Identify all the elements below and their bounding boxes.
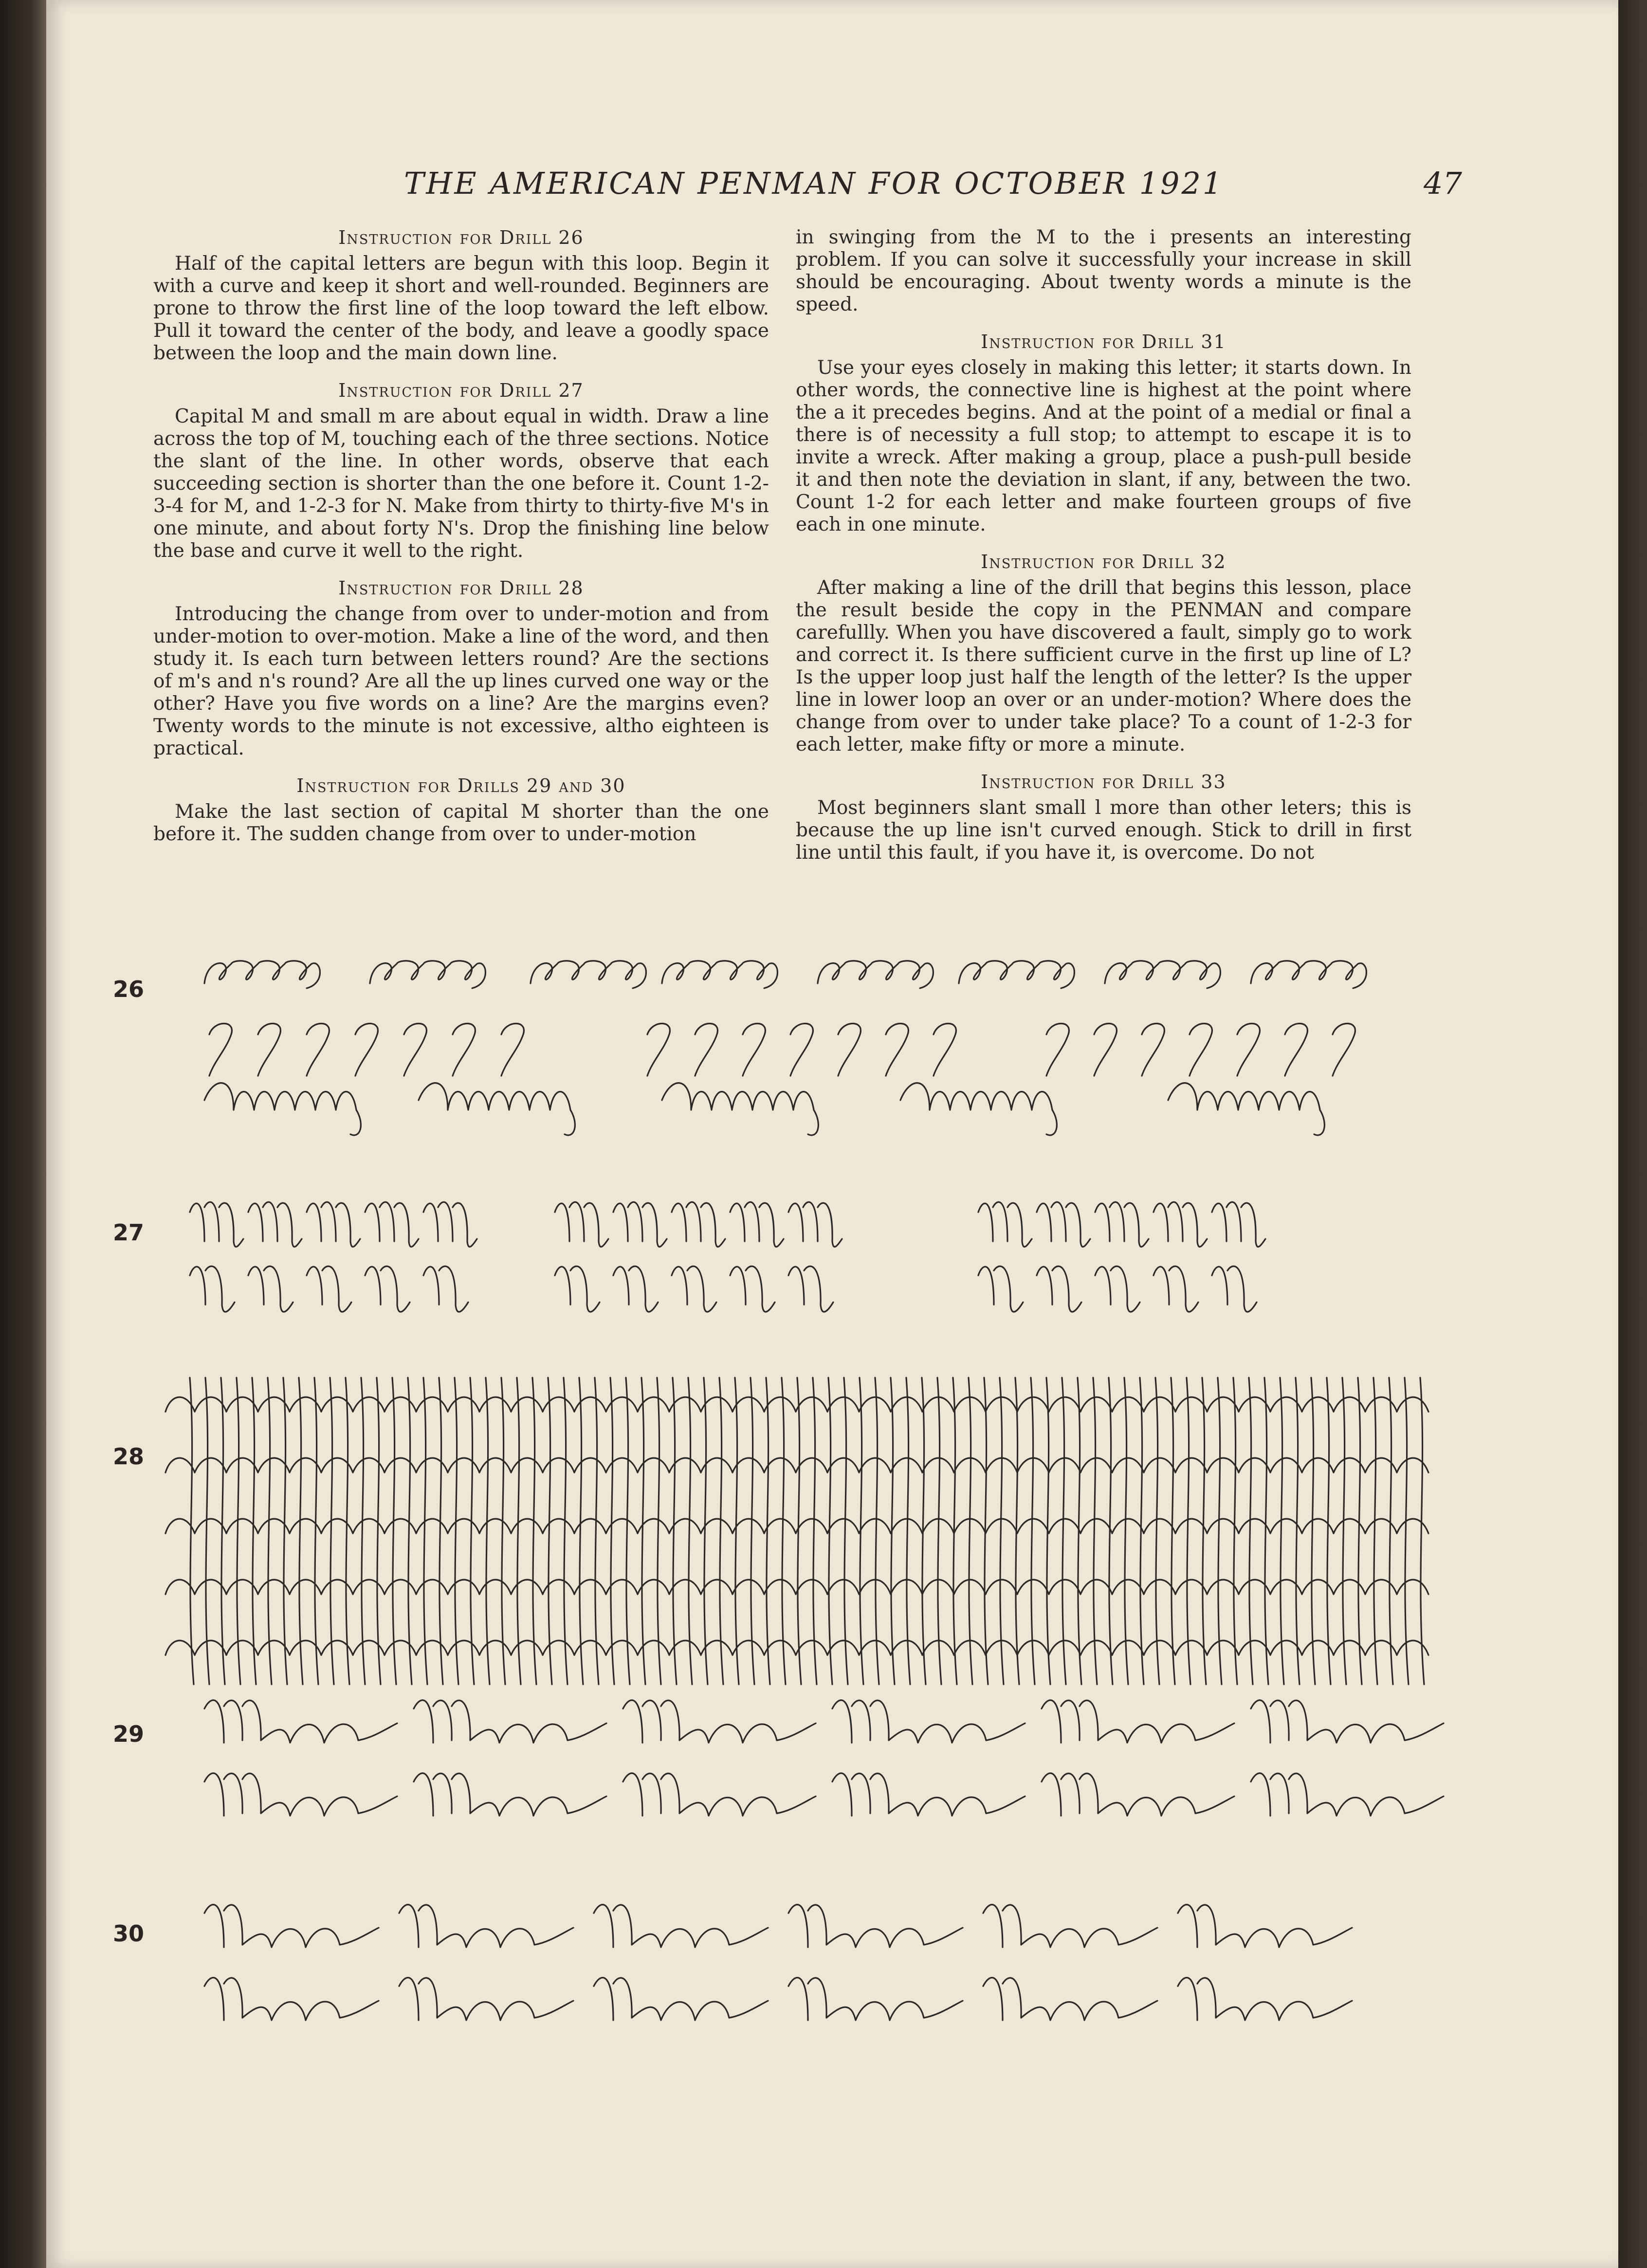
push-pull-stroke xyxy=(548,1378,552,1684)
nine-drill-word xyxy=(788,1905,963,1947)
section-drills-29-30 xyxy=(153,774,769,846)
capital-loop-stroke xyxy=(209,1024,232,1076)
capital-loop-stroke xyxy=(1237,1024,1260,1076)
section-drill-26 xyxy=(153,226,769,365)
nine-drill-word xyxy=(788,1978,963,2020)
nine-drill-word xyxy=(399,1905,573,1947)
capital-n-drill xyxy=(788,1266,833,1312)
section-drill-27 xyxy=(153,379,769,562)
push-pull-stroke xyxy=(937,1378,941,1684)
capital-n-drill xyxy=(672,1266,716,1312)
push-pull-stroke xyxy=(797,1378,801,1684)
mine-drill-word xyxy=(204,1700,397,1743)
section-title: Instruction for Drill 26 xyxy=(338,227,584,248)
capital-loop-stroke xyxy=(790,1024,813,1076)
push-pull-stroke xyxy=(844,1378,848,1684)
unum-drill-line xyxy=(165,1458,1428,1473)
capital-loop-stroke xyxy=(1285,1024,1307,1076)
capital-m-drill xyxy=(190,1202,243,1247)
push-pull-stroke xyxy=(1342,1378,1346,1684)
push-pull-stroke xyxy=(782,1378,786,1684)
capital-n-drill xyxy=(978,1266,1023,1312)
section-drill-32 xyxy=(796,551,1411,756)
nine-drill-word xyxy=(1178,1978,1352,2020)
mmm-drill-word xyxy=(419,1083,575,1135)
section-title: Instruction for Drill 33 xyxy=(981,771,1226,793)
push-pull-stroke xyxy=(813,1378,817,1684)
capital-loop-stroke xyxy=(501,1024,524,1076)
capital-loop-stroke xyxy=(355,1024,378,1076)
push-pull-stroke xyxy=(828,1378,832,1684)
push-pull-stroke xyxy=(750,1378,754,1684)
capital-loop-stroke xyxy=(1190,1024,1212,1076)
push-pull-stroke xyxy=(1280,1378,1284,1684)
push-pull-stroke xyxy=(392,1378,396,1684)
push-pull-stroke xyxy=(564,1378,567,1684)
capital-n-drill xyxy=(613,1266,658,1312)
capital-m-drill xyxy=(248,1202,302,1247)
push-pull-stroke xyxy=(766,1378,770,1684)
mine-drill-word xyxy=(1042,1773,1234,1816)
unum-drill-line xyxy=(165,1641,1428,1655)
loop-drill-group xyxy=(370,961,486,988)
loop-drill-group xyxy=(818,961,933,988)
mine-drill-word xyxy=(832,1700,1025,1743)
section-drill-33 xyxy=(796,771,1411,864)
capital-m-drill xyxy=(672,1202,725,1247)
section-text: Half of the capital letters are begun with this loop. Begin it with a curve and keep it short and well-rounded. Beginners are prone to throw the first line of the loop toward the left elbow. Pull it toward the center of the body, and leave a goodly space between the loop and the main down line. xyxy=(153,253,769,364)
nine-drill-word xyxy=(983,1978,1157,2020)
push-pull-stroke xyxy=(1155,1378,1159,1684)
section-text: Make the last section of capital M shorter than the one before it. The sudden change from over to under-motion xyxy=(153,801,769,845)
push-pull-stroke xyxy=(1093,1378,1097,1684)
capital-n-drill xyxy=(1212,1266,1257,1312)
mine-drill-word xyxy=(204,1773,397,1816)
mine-drill-word xyxy=(623,1700,816,1743)
push-pull-stroke xyxy=(1373,1378,1377,1684)
capital-m-drill xyxy=(423,1202,477,1247)
capital-n-drill xyxy=(423,1266,468,1312)
push-pull-stroke xyxy=(1233,1378,1237,1684)
push-pull-stroke xyxy=(641,1378,645,1684)
push-pull-stroke xyxy=(237,1378,240,1684)
push-pull-stroke xyxy=(470,1378,474,1684)
push-pull-stroke xyxy=(1311,1378,1315,1684)
push-pull-stroke xyxy=(688,1378,692,1684)
capital-loop-stroke xyxy=(838,1024,860,1076)
push-pull-stroke xyxy=(221,1378,225,1684)
capital-n-drill xyxy=(365,1266,410,1312)
capital-n-drill xyxy=(248,1266,293,1312)
section-text: Use your eyes closely in making this letter; it starts down. In other words, the connective line is highest at the point where the a it precedes begins. And at the point of a medial or final a there is of necessity a full stop; to attempt to escape it is to invite a wreck. After making a group, place a push-pull beside it and then note the deviation in slant, if any, between the two. Count 1-2 for each letter and make fourteen groups of five each in one minute. xyxy=(796,357,1411,535)
right-text-column xyxy=(796,226,1411,879)
section-text: Most beginners slant small l more than other leters; this is because the up line isn't curved enough. Stick to drill in first line until this fault, if you have it, is overcome. Do not xyxy=(796,797,1411,864)
push-pull-stroke xyxy=(501,1378,505,1684)
capital-m-drill xyxy=(730,1202,784,1247)
penmanship-plate xyxy=(0,925,1647,2239)
mine-drill-word xyxy=(1042,1700,1234,1743)
capital-n-drill xyxy=(730,1266,775,1312)
nine-drill-word xyxy=(1178,1905,1352,1947)
push-pull-stroke xyxy=(735,1378,739,1684)
push-pull-stroke xyxy=(1296,1378,1299,1684)
nine-drill-word xyxy=(983,1905,1157,1947)
loop-drill-group xyxy=(959,961,1075,988)
capital-m-drill xyxy=(613,1202,667,1247)
capital-n-drill xyxy=(307,1266,351,1312)
nine-drill-word xyxy=(594,1905,768,1947)
capital-m-drill xyxy=(788,1202,842,1247)
push-pull-stroke xyxy=(330,1378,334,1684)
running-title: THE AMERICAN PENMAN FOR OCTOBER 1921 xyxy=(404,166,1224,201)
capital-m-drill xyxy=(365,1202,419,1247)
loop-drill-group xyxy=(531,961,646,988)
section-title: Instruction for Drill 28 xyxy=(338,577,584,599)
capital-m-drill xyxy=(1212,1202,1265,1247)
push-pull-stroke xyxy=(969,1378,972,1684)
push-pull-stroke xyxy=(455,1378,458,1684)
loop-drill-group xyxy=(662,961,778,988)
drill-number-26: 26 xyxy=(113,976,145,1002)
push-pull-stroke xyxy=(299,1378,303,1684)
capital-n-drill xyxy=(1095,1266,1140,1312)
push-pull-stroke xyxy=(595,1378,599,1684)
push-pull-stroke xyxy=(1218,1378,1222,1684)
capital-m-drill xyxy=(1095,1202,1149,1247)
capital-n-drill xyxy=(1037,1266,1081,1312)
drill-number-30: 30 xyxy=(113,1920,145,1947)
push-pull-stroke xyxy=(1358,1378,1362,1684)
nine-drill-word xyxy=(204,1905,379,1947)
capital-loop-stroke xyxy=(743,1024,765,1076)
push-pull-stroke xyxy=(486,1378,490,1684)
capital-n-drill xyxy=(190,1266,235,1312)
capital-loop-stroke xyxy=(307,1024,329,1076)
capital-m-drill xyxy=(555,1202,608,1247)
page-number: 47 xyxy=(1424,166,1462,201)
mine-drill-word xyxy=(832,1773,1025,1816)
mine-drill-word xyxy=(1251,1700,1444,1743)
push-pull-stroke xyxy=(1264,1378,1268,1684)
mine-drill-word xyxy=(414,1700,606,1743)
section-drill-28 xyxy=(153,577,769,760)
nine-drill-word xyxy=(594,1978,768,2020)
unum-drill-line xyxy=(165,1519,1428,1533)
capital-loop-stroke xyxy=(886,1024,908,1076)
loop-drill-group xyxy=(1105,961,1221,988)
push-pull-stroke xyxy=(268,1378,272,1684)
section-text: Introducing the change from over to under-motion and from under-motion to over-motion. Make a line of the word, and then study it. Is each turn between letters round? Are the sections of m's and n's round? Are all the up lines curved one way or the other? Have you five words on a line? Are the margins even? Twenty words to the minute is not excessive, altho eighteen is practical. xyxy=(153,603,769,759)
capital-loop-stroke xyxy=(258,1024,280,1076)
mine-drill-word xyxy=(414,1773,606,1816)
left-text-column xyxy=(153,226,769,860)
push-pull-stroke xyxy=(1249,1378,1253,1684)
push-pull-stroke xyxy=(1187,1378,1190,1684)
section-title: Instruction for Drills 29 and 30 xyxy=(296,775,626,796)
drill-number-27: 27 xyxy=(113,1219,145,1246)
push-pull-stroke xyxy=(439,1378,443,1684)
push-pull-stroke xyxy=(1389,1378,1393,1684)
nine-drill-word xyxy=(204,1978,379,2020)
page-header xyxy=(0,166,1647,209)
section-drill-31 xyxy=(796,331,1411,536)
push-pull-stroke xyxy=(314,1378,318,1684)
unum-drill-line xyxy=(165,1397,1428,1412)
push-pull-stroke xyxy=(346,1378,349,1684)
mmm-drill-word xyxy=(662,1083,818,1135)
mmm-drill-word xyxy=(1168,1083,1324,1135)
push-pull-stroke xyxy=(1031,1378,1035,1684)
script-drills-figure xyxy=(0,925,1647,2239)
push-pull-stroke xyxy=(610,1378,614,1684)
push-pull-stroke xyxy=(1000,1378,1004,1684)
push-pull-stroke xyxy=(423,1378,427,1684)
section-title: Instruction for Drill 31 xyxy=(981,331,1226,352)
capital-loop-stroke xyxy=(647,1024,670,1076)
capital-loop-stroke xyxy=(453,1024,475,1076)
push-pull-stroke xyxy=(860,1378,863,1684)
push-pull-stroke xyxy=(517,1378,521,1684)
push-pull-stroke xyxy=(626,1378,630,1684)
loop-drill-group xyxy=(204,961,320,988)
push-pull-stroke xyxy=(1405,1378,1409,1684)
capital-loop-stroke xyxy=(1333,1024,1355,1076)
push-pull-stroke xyxy=(377,1378,381,1684)
push-pull-stroke xyxy=(1062,1378,1066,1684)
capital-n-drill xyxy=(555,1266,600,1312)
capital-m-drill xyxy=(307,1202,360,1247)
section-continued xyxy=(796,226,1411,316)
capital-m-drill xyxy=(1153,1202,1207,1247)
drill-number-29: 29 xyxy=(113,1721,145,1747)
push-pull-stroke xyxy=(361,1378,365,1684)
push-pull-stroke xyxy=(704,1378,708,1684)
mine-drill-word xyxy=(623,1773,816,1816)
capital-loop-stroke xyxy=(933,1024,956,1076)
push-pull-stroke xyxy=(205,1378,209,1684)
mmm-drill-word xyxy=(204,1083,361,1135)
push-pull-stroke xyxy=(579,1378,583,1684)
capital-n-drill xyxy=(1153,1266,1198,1312)
capital-loop-stroke xyxy=(1142,1024,1164,1076)
push-pull-stroke xyxy=(283,1378,287,1684)
mmm-drill-word xyxy=(900,1083,1057,1135)
push-pull-stroke xyxy=(252,1378,256,1684)
section-title: Instruction for Drill 32 xyxy=(981,551,1226,572)
push-pull-stroke xyxy=(719,1378,723,1684)
capital-m-drill xyxy=(1037,1202,1090,1247)
capital-loop-stroke xyxy=(404,1024,426,1076)
capital-loop-stroke xyxy=(1094,1024,1116,1076)
capital-loop-stroke xyxy=(695,1024,717,1076)
push-pull-stroke xyxy=(906,1378,910,1684)
capital-m-drill xyxy=(978,1202,1032,1247)
nine-drill-word xyxy=(399,1978,573,2020)
push-pull-stroke xyxy=(657,1378,661,1684)
push-pull-stroke xyxy=(1327,1378,1331,1684)
capital-loop-stroke xyxy=(1046,1024,1069,1076)
push-pull-stroke xyxy=(1420,1378,1424,1684)
section-text: After making a line of the drill that begins this lesson, place the result beside the copy in the PENMAN and compare carefullly. When you have discovered a fault, simply go to work and correct it. Is there sufficient curve in the first up line of L? Is the upper loop just half the length of the letter? Is the upper line in lower loop an over or an under-motion? Where does the change from over to under take place? To a count of 1-2-3 for each letter, make fifty or more a minute. xyxy=(796,577,1411,756)
push-pull-stroke xyxy=(875,1378,879,1684)
push-pull-stroke xyxy=(408,1378,412,1684)
push-pull-stroke xyxy=(1124,1378,1128,1684)
loop-drill-group xyxy=(1251,961,1367,988)
drill-number-28: 28 xyxy=(113,1443,145,1470)
push-pull-stroke xyxy=(532,1378,536,1684)
mine-drill-word xyxy=(1251,1773,1444,1816)
section-text: in swinging from the M to the i presents an interesting problem. If you can solve it successfully your increase in skill should be encouraging. About twenty words a minute is the speed. xyxy=(796,226,1411,315)
section-title: Instruction for Drill 27 xyxy=(338,380,584,401)
section-text: Capital M and small m are about equal in width. Draw a line across the top of M, touching each of the three sections. Notice the slant of the line. In other words, observe that each succeeding section is shorter than the one before it. Count 1-2-3-4 for M, and 1-2-3 for N. Make from thirty to thirty-five M's in one minute, and about forty N's. Drop the finishing line below the base and curve it well to the right. xyxy=(153,406,769,562)
push-pull-stroke xyxy=(673,1378,677,1684)
